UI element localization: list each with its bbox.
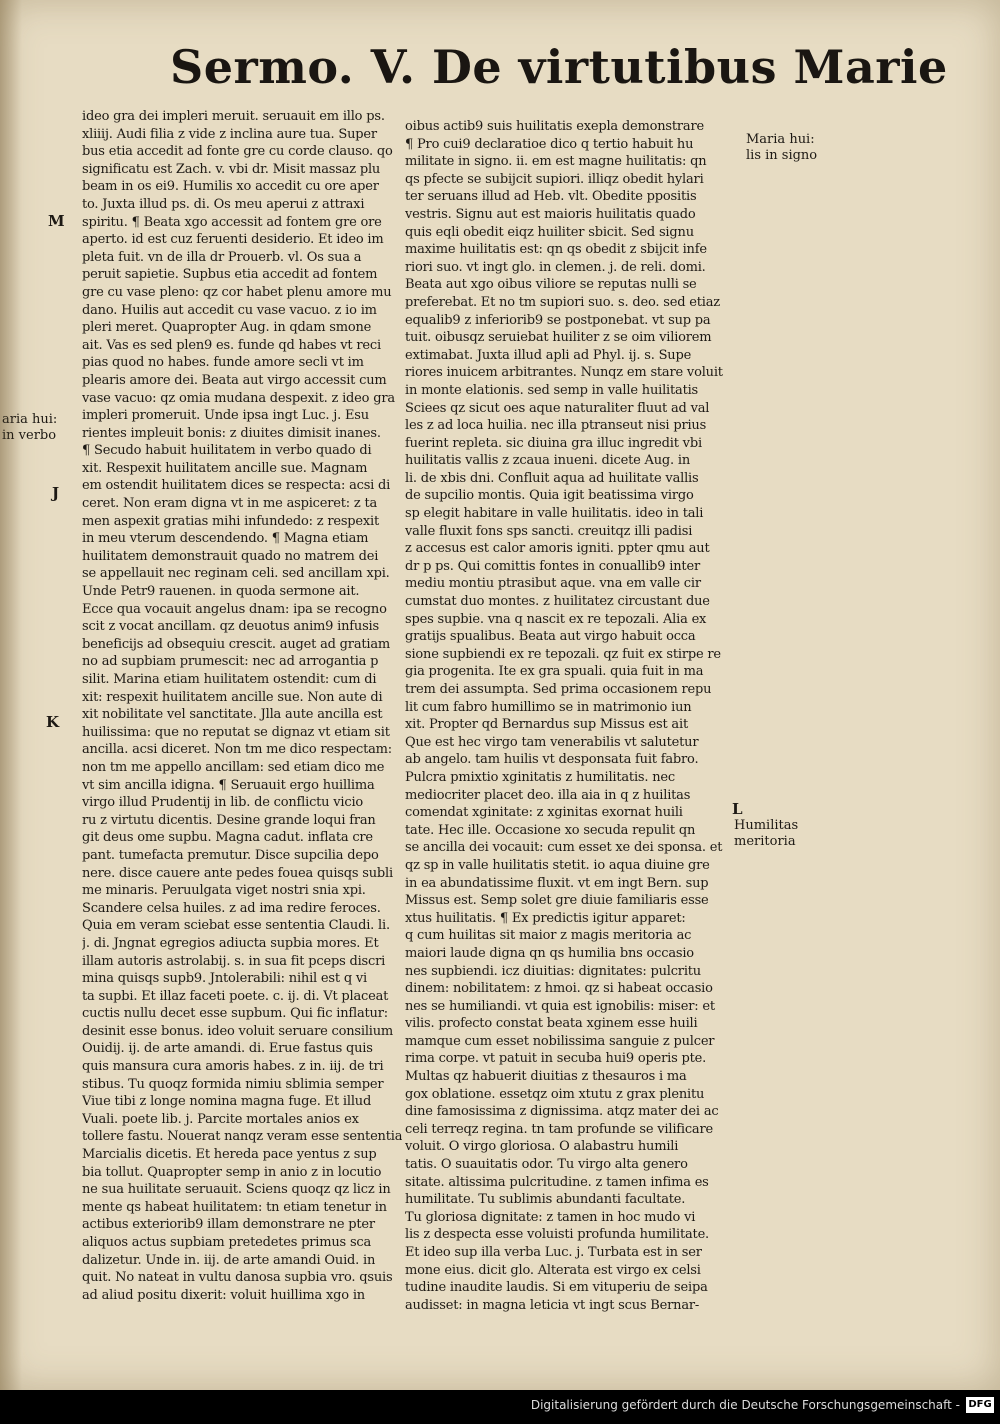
text-line: Et ideo sup illa verba Luc. j. Turbata est in ser (405, 1245, 702, 1260)
text-line: extimabat. Juxta illud apli ad Phyl. ij. s. Supe (405, 347, 692, 363)
text-line: tatis. O suauitatis odor. Tu virgo alta genero (405, 1157, 688, 1173)
text-line: ceret. Non eram digna vt in me aspiceret: z ta (82, 496, 378, 512)
text-line: vestris. Signu aut est maioris huilitatis quado (405, 206, 696, 222)
text-line: gre cu vase pleno: qz cor habet plenu amore mu (82, 284, 392, 300)
page-title: Sermo. V. De virtutibus Marie (170, 40, 948, 94)
text-line: humilitate. Tu sublimis abundanti facultate. (405, 1192, 686, 1208)
text-line: cumstat duo montes. z huilitatez circustant due (405, 594, 710, 610)
text-line: to. Juxta illud ps. di. Os meu aperui z attraxi (82, 196, 365, 212)
text-line: Ouidij. ij. de arte amandi. di. Erue fastus quis (82, 1041, 373, 1057)
text-line: nes supbiendi. icz diuitias: dignitates: pulcritu (405, 963, 701, 979)
text-line: ad aliud positu dixerit: voluit huillima xgo in (82, 1287, 365, 1303)
text-line: mediu montiu ptrasibut aque. vna em valle cir (405, 576, 701, 592)
footer-bar (0, 1390, 1000, 1424)
text-line: significatu est Zach. v. vbi dr. Misit massaz plu (82, 161, 381, 177)
text-line: Vuali. poete lib. j. Parcite mortales anios ex (82, 1111, 359, 1127)
text-line: no ad supbiam prumescit: nec ad arrogantia p (82, 654, 379, 670)
text-line: equalib9 z inferiorib9 se postponebat. vt sup pa (405, 312, 711, 328)
text-line: maxime huilitatis est: qn qs obedit z sbijcit infe (405, 242, 707, 258)
text-line: sp elegit habitare in valle huilitatis. ideo in tali (405, 506, 704, 522)
text-line: ait. Vas es sed plen9 es. funde qd habes vt reci (82, 337, 381, 353)
text-line: xit: respexit huilitatem ancille sue. Non aute di (82, 689, 383, 705)
text-line: spiritu. ¶ Beata xgo accessit ad fontem gre ore (82, 214, 382, 230)
text-line: xit. Respexit huilitatem ancille sue. Magnam (82, 460, 368, 476)
text-line: se ancilla dei vocauit: cum esset xe dei sponsa. et (405, 840, 723, 856)
text-line: lit cum fabro humillimo se in matrimonio iun (405, 699, 692, 715)
text-line: Unde Petr9 rauenen. in quoda sermone ait. (82, 584, 360, 600)
text-line: desinit esse bonus. ideo voluit seruare consilium (82, 1023, 394, 1039)
text-line: Sciees qz sicut oes aque naturaliter fluut ad val (405, 400, 710, 416)
text-line: scit z vocat ancillam. qz deuotus anim9 infusis (82, 619, 379, 635)
text-line: in monte elationis. sed semp in valle huilitatis (405, 382, 699, 398)
text-line: maiori laude digna qn qs humilia bns occasio (405, 945, 694, 961)
text-line: militate in signo. ii. em est magne huilitatis: qn (405, 154, 707, 170)
text-line: Beata aut xgo oibus viliore se reputas nulli se (405, 277, 697, 293)
text-line: rientes impleuit bonis: z diuites dimisit inanes. (82, 425, 381, 441)
text-line: gox oblatione. essetqz oim xtutu z grax plenitu (405, 1086, 705, 1102)
text-line: git deus ome supbu. Magna cadut. inflata cre (82, 830, 373, 846)
text-line: ¶ Pro cui9 declaratioe dico q tertio habuit hu (405, 136, 694, 152)
text-line: ¶ Secudo habuit huilitatem in verbo quado di (82, 443, 372, 459)
text-line: me minaris. Peruulgata viget nostri snia xpi. (82, 883, 366, 899)
text-line: Pulcra pmixtio xginitatis z humilitatis. nec (405, 769, 676, 785)
text-line: q cum huilitas sit maior z magis meritoria ac (405, 928, 692, 944)
text-line: vt sim ancilla idigna. ¶ Seruauit ergo huillima (82, 777, 375, 793)
text-line: Ecce qua vocauit angelus dnam: ipa se recogno (82, 601, 387, 617)
text-line: stibus. Tu quoqz formida nimiu sblimia semper (82, 1076, 384, 1092)
margin-initial-m: M (48, 212, 65, 230)
text-line: sione supbiendi ex re tepozali. qz fuit ex stirpe re (405, 646, 721, 662)
text-line: huilissima: que no reputat se dignaz vt etiam sit (82, 724, 390, 740)
margin-initial-k: K (46, 713, 60, 731)
text-line: in meu vterum descendendo. ¶ Magna etiam (82, 531, 369, 547)
text-line: Viue tibi z longe nomina magna fuge. Et illud (82, 1094, 372, 1110)
text-line: dano. Huilis aut accedit cu vase vacuo. z io im (82, 302, 377, 318)
text-line: qz sp in valle huilitatis stetit. io aqua diuine gre (405, 857, 710, 873)
text-line: actibus exteriorib9 illam demonstrare ne pter (82, 1217, 375, 1233)
margin-initial-l: L (732, 800, 743, 818)
text-line: tollere fastu. Nouerat nanqz veram esse sententia (82, 1129, 402, 1145)
text-line: mediocriter placet deo. illa aia in q z huilitas (405, 787, 691, 803)
text-line: Quia em veram sciebat esse sententia Claudi. li. (82, 918, 390, 934)
text-line: preferebat. Et no tm supiori suo. s. deo. sed etiaz (405, 294, 720, 310)
text-line: spes supbie. vna q nascit ex re tepozali. Alia ex (405, 611, 707, 627)
text-line: peruit sapietie. Supbus etia accedit ad fontem (82, 267, 378, 283)
text-line: ideo gra dei impleri meruit. seruauit em illo ps. (82, 109, 385, 124)
text-line: trem dei assumpta. Sed prima occasionem repu (405, 682, 712, 697)
text-line: dalizetur. Unde in. iij. de arte amandi Ouid. in (82, 1252, 376, 1268)
text-line: aperto. id est cuz feruenti desiderio. Et ideo im (82, 232, 384, 248)
text-line: z accesus est calor amoris igniti. ppter qmu aut (405, 541, 710, 557)
left-text-column (82, 108, 402, 1304)
text-line: xliiij. Audi filia z vide z inclina aure tua. Super (82, 126, 377, 142)
margin-note-maria-signo: Maria hui: lis in signo (746, 132, 818, 163)
text-line: mente qs habeat huilitatem: tn etiam tenetur in (82, 1199, 387, 1215)
text-line: voluit. O virgo gloriosa. O alabastru humili (405, 1139, 679, 1155)
text-line: li. de xbis dni. Confluit aqua ad huilitate vallis (405, 470, 699, 486)
text-line: fuerint repleta. sic diuina gra illuc ingredit vbi (405, 435, 702, 451)
text-line: se appellauit nec reginam celi. sed ancillam xpi. (82, 566, 390, 582)
page-fold (0, 0, 22, 1390)
text-line: huilitatem demonstrauit quado no matrem dei (82, 548, 379, 564)
text-line: quis mansura cura amoris habes. z in. iij. de tri (82, 1059, 384, 1075)
text-line: tudine inaudite laudis. Si em vituperiu de seipa (405, 1280, 708, 1296)
text-line: mone eius. dicit glo. Alterata est virgo ex celsi (405, 1262, 701, 1278)
text-line: lis z despecta esse voluisti profunda humilitate. (405, 1227, 709, 1243)
text-line: Multas qz habuerit diuitias z thesauros i ma (405, 1069, 687, 1085)
text-line: Marcialis dicetis. Et hereda pace yentus z sup (82, 1147, 377, 1163)
text-line: sitate. altissima pulcritudine. z tamen infima es (405, 1174, 709, 1190)
text-line: bus etia accedit ad fonte gre cu corde clauso. qo (82, 144, 393, 160)
text-line: illam autoris astrolabij. s. in sua fit pceps discri (82, 953, 386, 969)
text-line: ta supbi. Et illaz faceti poete. c. ij. di. Vt placeat (82, 988, 389, 1004)
text-line: xit. Propter qd Bernardus sup Missus est ait (405, 717, 688, 733)
text-line: gia progenita. Ite ex gra spuali. quia fuit in ma (405, 664, 704, 680)
text-line: quis eqli obedit eiqz huiliter sbicit. Sed signu (405, 224, 694, 240)
text-line: qs pfecte se subijcit supiori. illiqz obedit hylari (405, 171, 704, 187)
text-line: tuit. oibusqz seruiebat huiliter z se oim viliorem (405, 330, 712, 346)
text-line: vase vacuo: qz omia mudana despexit. z ideo gra (82, 390, 395, 406)
text-line: quit. No nateat in vultu danosa supbia vro. qsuis (82, 1270, 393, 1286)
text-line: aliquos actus supbiam pretedetes primus sca (82, 1235, 372, 1250)
text-line: nere. disce cauere ante pedes fouea quisqs subli (82, 865, 393, 881)
text-line: vilis. profecto constat beata xginem esse huili (405, 1016, 698, 1032)
text-line: riori suo. vt ingt glo. in clemen. j. de reli. domi. (405, 259, 706, 275)
text-line: j. di. Jngnat egregios adiucta supbia mores. Et (82, 935, 379, 951)
text-line: mina quisqs supb9. Jntolerabili: nihil est q vi (82, 971, 367, 987)
text-line: dinem: nobilitatem: z hmoi. qz si habeat occasio (405, 981, 713, 997)
text-line: de supcilio montis. Quia igit beatissima virgo (405, 488, 694, 504)
text-line: celi terreqz regina. tn tam profunde se vilificare (405, 1121, 713, 1137)
text-line: nes se humiliandi. vt quia est ignobilis: miser: et (405, 998, 715, 1014)
margin-note-humilitas: Humilitas meritoria (734, 818, 799, 849)
text-line: silit. Marina etiam huilitatem ostendit: cum di (82, 672, 377, 687)
text-line: impleri promeruit. Unde ipsa ingt Luc. j. Esu (82, 408, 369, 424)
text-line: non tm me appello ancillam: sed etiam dico me (82, 759, 385, 775)
text-line: mamque cum esset nobilissima sanguie z pulcer (405, 1033, 715, 1049)
text-line: dine famosissima z dignissima. atqz mater dei ac (405, 1104, 719, 1120)
text-line: pias quod no habes. funde amore secli vt im (82, 355, 364, 371)
text-line: valle fluxit fons sps sancti. creuitqz illi padisi (405, 523, 693, 539)
text-line: pleta fuit. vn de illa dr Prouerb. vl. Os sua a (82, 249, 362, 265)
text-line: pant. tumefacta premutur. Disce supcilia depo (82, 847, 379, 863)
text-line: ru z virtutu dicentis. Desine grande loqui fran (82, 812, 376, 828)
text-line: pleri meret. Quapropter Aug. in qdam smone (82, 320, 372, 336)
text-line: xtus huilitatis. ¶ Ex predictis igitur apparet: (405, 910, 686, 926)
text-line: ter seruans illud ad Heb. vlt. Obedite ppositis (405, 189, 697, 205)
text-line: Que est hec virgo tam venerabilis vt salutetur (405, 734, 699, 750)
text-line: riores inuicem arbitrantes. Nunqz em stare voluit (405, 365, 723, 381)
text-line: rima corpe. vt patuit in secuba hui9 operis pte. (405, 1051, 707, 1067)
text-line: plearis amore dei. Beata aut virgo accessit cum (82, 372, 387, 388)
right-text-column (405, 118, 735, 1314)
dfg-logo-icon: DFG (966, 1397, 994, 1413)
text-line: comendat xginitate: z xginitas exornat huili (405, 805, 683, 821)
text-line: cuctis nullu decet esse supbum. Qui fic inflatur: (82, 1006, 388, 1022)
text-line: beam in os ei9. Humilis xo accedit cu ore aper (82, 179, 379, 195)
text-line: em ostendit huilitatem dices se respecta: acsi di (82, 478, 391, 494)
text-line: bia tollut. Quapropter semp in anio z in locutio (82, 1164, 382, 1180)
text-line: Tu gloriosa dignitate: z tamen in hoc mudo vi (405, 1209, 696, 1225)
text-line: in ea abundatissime fluxit. vt em ingt Bern. sup (405, 875, 709, 891)
text-line: dr p ps. Qui comittis fontes in conuallib9 inter (405, 558, 700, 574)
text-line: audisset: in magna leticia vt ingt scus Bernar- (405, 1297, 700, 1313)
text-line: oibus actib9 suis huilitatis exepla demonstrare (405, 119, 704, 134)
text-line: xit nobilitate vel sanctitate. Jlla aute ancilla est (82, 707, 383, 723)
footer-credit: Digitalisierung gefördert durch die Deutsche Forschungsgemeinschaft - (530, 1398, 960, 1412)
text-line: Scandere celsa huiles. z ad ima redire feroces. (82, 900, 381, 916)
margin-note-maria-verbo: aria hui: in verbo (2, 412, 58, 443)
text-line: ne sua huilitate seruauit. Sciens quoqz qz licz in (82, 1182, 391, 1198)
text-line: ancilla. acsi diceret. Non tm me dico respectam: (82, 742, 392, 758)
text-line: men aspexit gratias mihi infundedo: z respexit (82, 513, 380, 529)
text-line: Missus est. Semp solet gre diuie familiaris esse (405, 893, 709, 909)
text-line: huilitatis vallis z zcaua inueni. dicete Aug. in (405, 453, 691, 469)
text-line: virgo illud Prudentij in lib. de conflictu vicio (82, 795, 364, 811)
text-line: tate. Hec ille. Occasione xo secuda repulit qn (405, 822, 696, 838)
text-line: beneficijs ad obsequiu crescit. auget ad gratiam (82, 636, 391, 652)
text-line: les z ad loca huilia. nec illa ptranseut nisi prius (405, 418, 707, 434)
margin-initial-j: J (52, 484, 60, 502)
text-line: ab angelo. tam huilis vt desponsata fuit fabro. (405, 752, 699, 768)
text-line: gratijs spualibus. Beata aut virgo habuit occa (405, 629, 696, 645)
